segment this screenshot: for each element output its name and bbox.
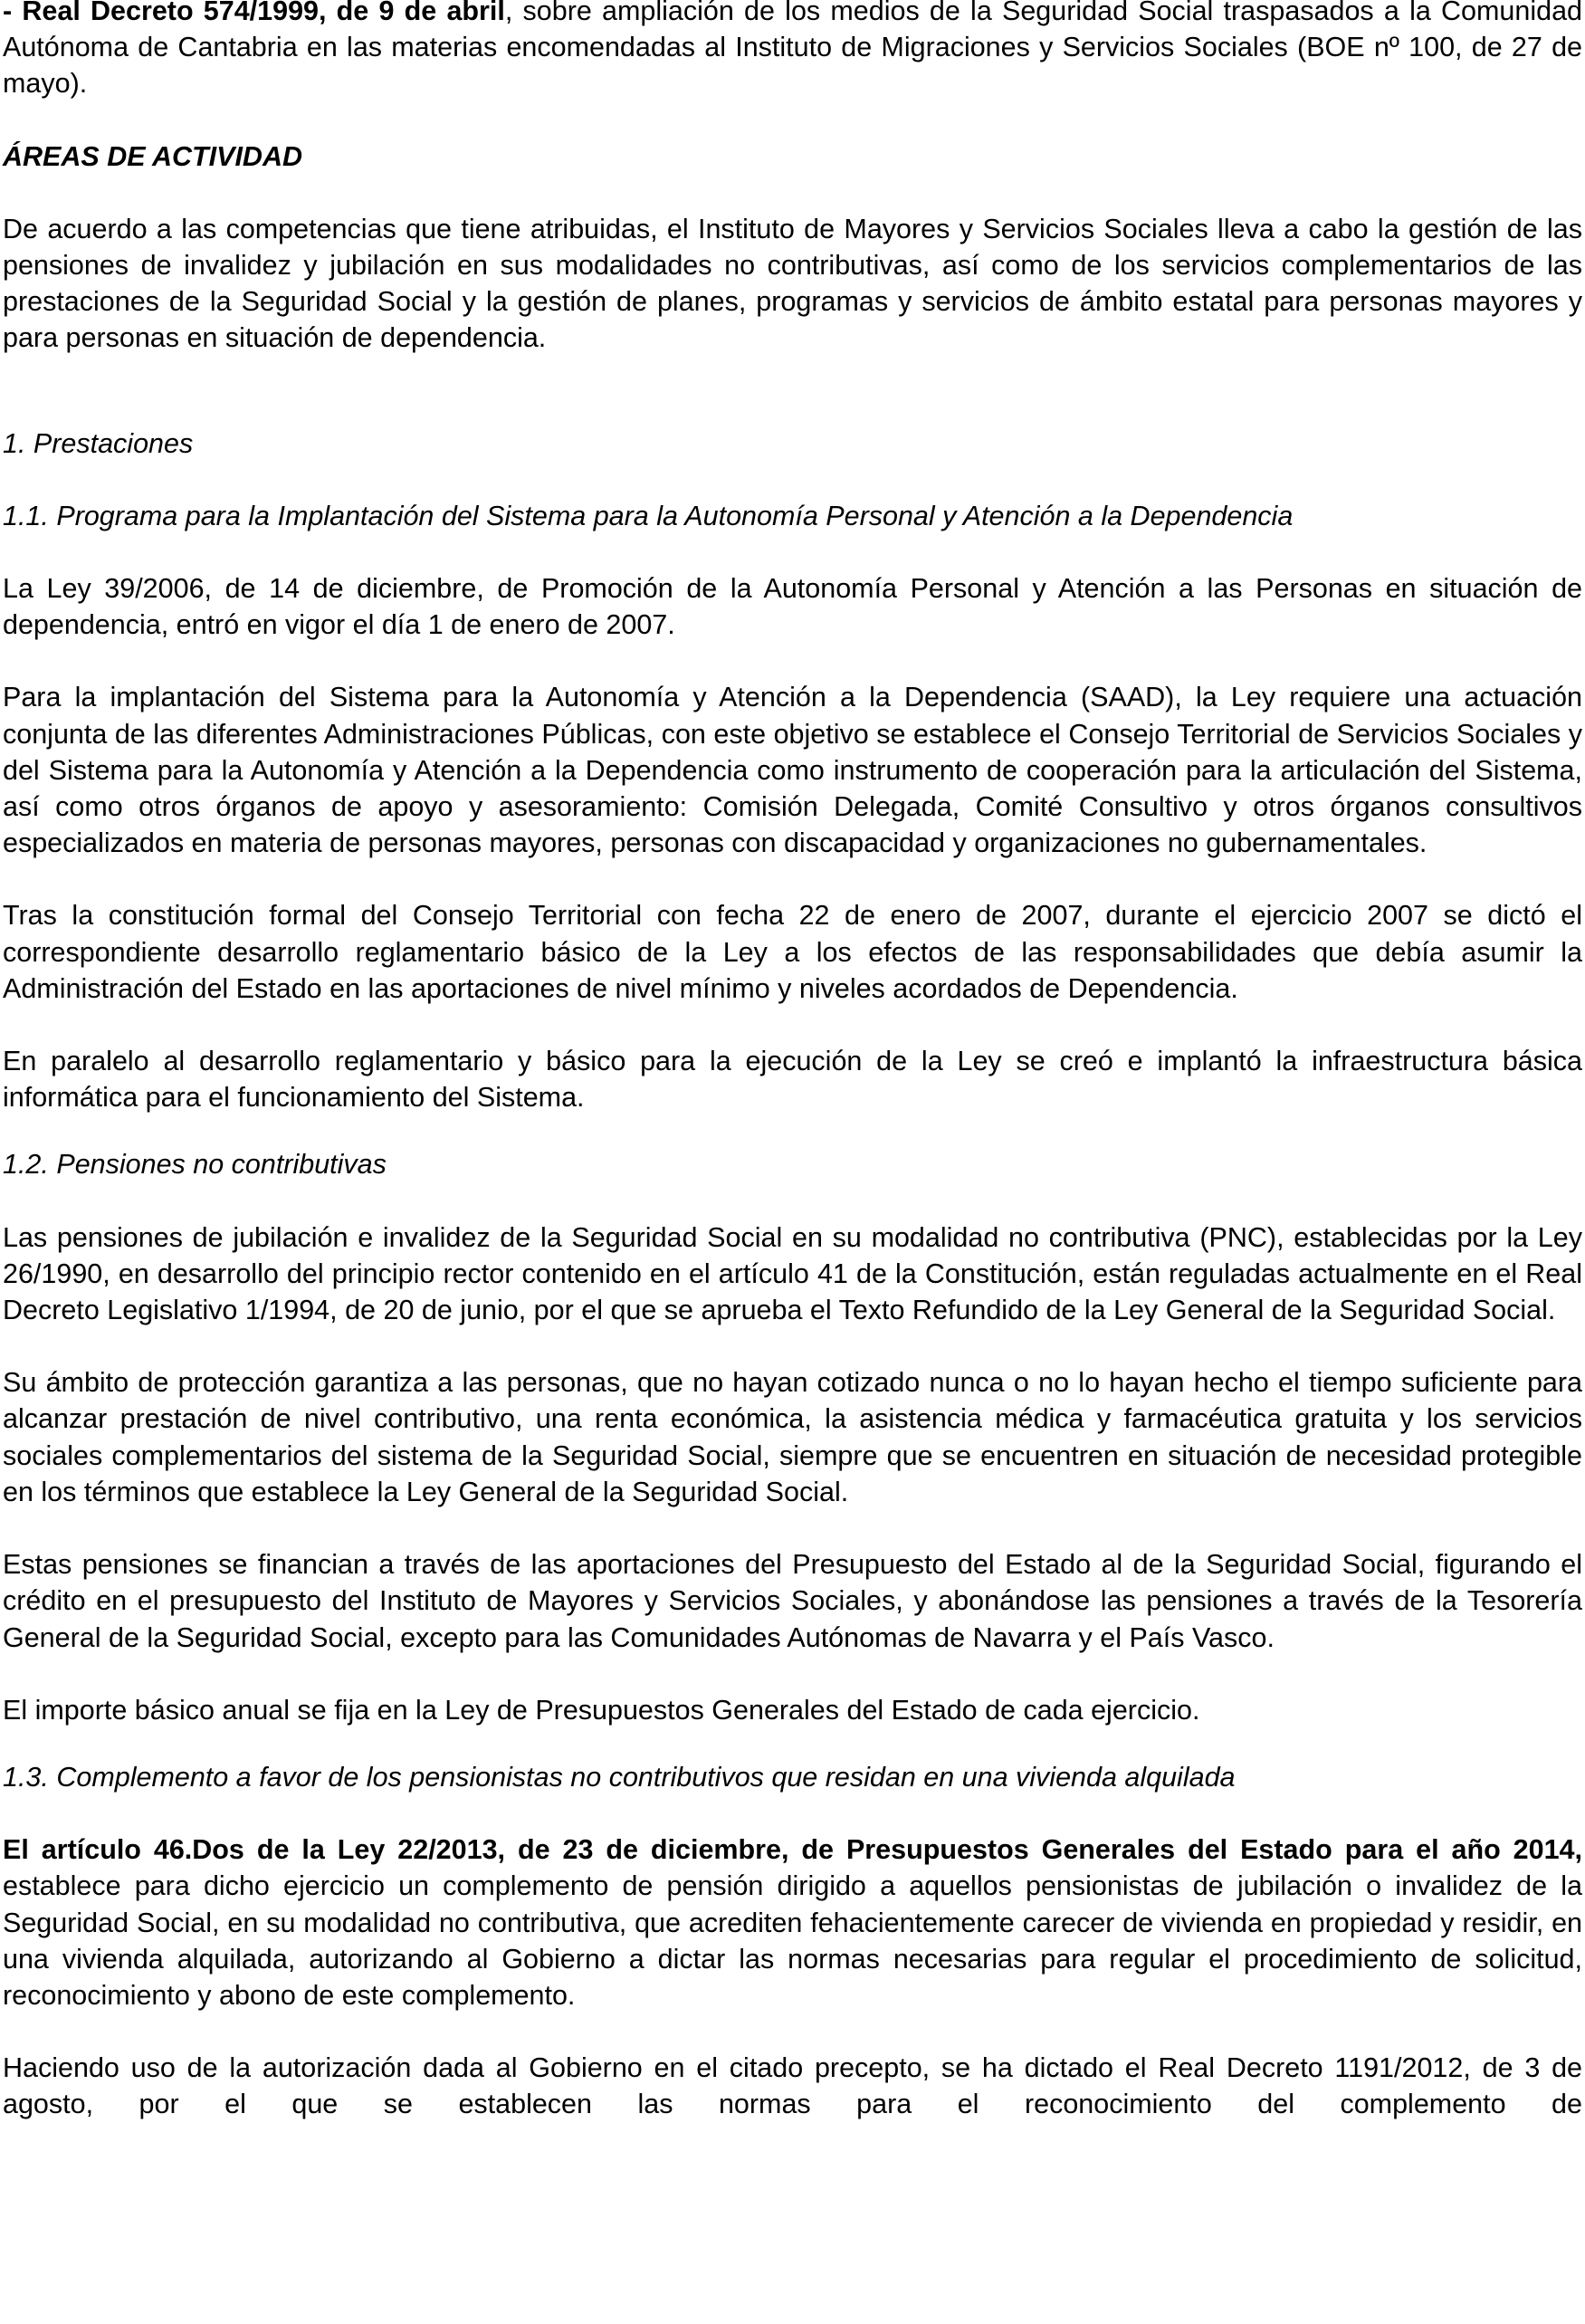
areas-heading: ÁREAS DE ACTIVIDAD xyxy=(3,140,303,172)
areas-paragraph: De acuerdo a las competencias que tiene atribuidas, el Instituto de Mayores y Servicios Sociales lleva a cabo la gestión de las pensiones de invalidez y jubilación en sus modalidades no contributivas, así como de los servicios complementarios de las prestaciones de la Seguridad Social y la gestión de planes, programas y servicios de ámbito estatal para personas mayores y para personas en situación de dependencia. xyxy=(3,213,1582,354)
intro-paragraph xyxy=(3,0,1582,102)
section-1-title: 1. Prestaciones xyxy=(3,427,194,459)
section-1-2-paragraph-1: Las pensiones de jubilación e invalidez de la Seguridad Social en su modalidad no contributiva (PNC), establecidas por la Ley 26/1990, en desarrollo del principio rector contenido en el artículo 41 de la Constitución, están reguladas actualmente en el Real Decreto Legislativo 1/1994, de 20 de junio, por el que se aprueba el Texto Refundido de la Ley General de la Seguridad Social. xyxy=(3,1221,1582,1326)
section-1-2-paragraph-3: Estas pensiones se financian a través de las aportaciones del Presupuesto del Estado al de la Seguridad Social, figurando el crédito en el presupuesto del Instituto de Mayores y Servicios Sociales, y abonándose las pensiones a través de la Tesorería General de la Seguridad Social, excepto para las Comunidades Autónomas de Navarra y el País Vasco. xyxy=(3,1549,1582,1653)
section-1-1-paragraph-1: La Ley 39/2006, de 14 de diciembre, de Promoción de la Autonomía Personal y Atención a las Personas en situación de dependencia, entró en vigor el día 1 de enero de 2007. xyxy=(3,573,1582,641)
intro-text: , sobre ampliación de los medios de la Seguridad Social traspasados a la Comunidad Autónoma de Cantabria en las materias encomendadas al Instituto de Migraciones y Servicios Sociales (BOE nº 100, de 27 de mayo). xyxy=(3,0,1582,100)
section-1-3-bold-lead: El artículo 46.Dos de la Ley 22/2013, de 23 de diciembre, de Presupuestos Generales del Estado para el año 2014, xyxy=(3,1834,1582,1866)
section-1-1-title: 1.1. Programa para la Implantación del Sistema para la Autonomía Personal y Atención a la Dependencia xyxy=(3,500,1294,531)
section-1-3-paragraph-1 xyxy=(3,1831,1582,2013)
section-1-3-text: establece para dicho ejercicio un complemento de pensión dirigido a aquellos pensionistas de jubilación o invalidez de la Seguridad Social, en su modalidad no contributiva, que acrediten fehacientemente carecer de vivienda en propiedad y residir, en una vivienda alquilada, autorizando al Gobierno a dictar las normas necesarias para regular el procedimiento de solicitud, reconocimiento y abono de este complemento. xyxy=(3,1870,1582,2011)
section-1-2-title: 1.2. Pensiones no contributivas xyxy=(3,1149,387,1181)
section-1-2-paragraph-2: Su ámbito de protección garantiza a las personas, que no hayan cotizado nunca o no lo hayan hecho el tiempo suficiente para alcanzar prestación de nivel contributivo, una renta económica, la asistencia médica y farmacéutica gratuita y los servicios sociales complementarios del sistema de la Seguridad Social, siempre que se encuentren en situación de necesidad protegible en los términos que establece la Ley General de la Seguridad Social. xyxy=(3,1367,1582,1507)
intro-bold-prefix: - Real Decreto 574/1999, de 9 de abril xyxy=(3,0,505,26)
section-1-1-paragraph-3: Tras la constitución formal del Consejo Territorial con fecha 22 de enero de 2007, durante el ejercicio 2007 se dictó el correspondiente desarrollo reglamentario básico de la Ley a los efectos de las responsabilidades que debía asumir la Administración del Estado en las aportaciones de nivel mínimo y niveles acordados de Dependencia. xyxy=(3,900,1582,1004)
section-1-1-paragraph-4: En paralelo al desarrollo reglamentario y básico para la ejecución de la Ley se creó e implantó la infraestructura básica informática para el funcionamiento del Sistema. xyxy=(3,1046,1582,1114)
section-1-2-paragraph-4: El importe básico anual se fija en la Ley de Presupuestos Generales del Estado de cada ejercicio. xyxy=(3,1694,1200,1726)
section-1-1-paragraph-2: Para la implantación del Sistema para la Autonomía y Atención a la Dependencia (SAAD), la Ley requiere una actuación conjunta de las diferentes Administraciones Públicas, con este objetivo se establece el Consejo Territorial de Servicios Sociales y del Sistema para la Autonomía y Atención a la Dependencia como instrumento de cooperación para la articulación del Sistema, así como otros órganos de apoyo y asesoramiento: Comisión Delegada, Comité Consultivo y otros órganos consultivos especializados en materia de personas mayores, personas con discapacidad y organizaciones no gubernamentales. xyxy=(3,682,1582,859)
document-page xyxy=(3,0,1582,2123)
section-1-3-paragraph-2: Haciendo uso de la autorización dada al Gobierno en el citado precepto, se ha dictado el Real Decreto 1191/2012, de 3 de agosto, por el que se establecen las normas para el reconocimiento del complemento de xyxy=(3,2052,1582,2120)
section-1-3-title: 1.3. Complemento a favor de los pensionistas no contributivos que residan en una vivienda alquilada xyxy=(3,1761,1236,1793)
